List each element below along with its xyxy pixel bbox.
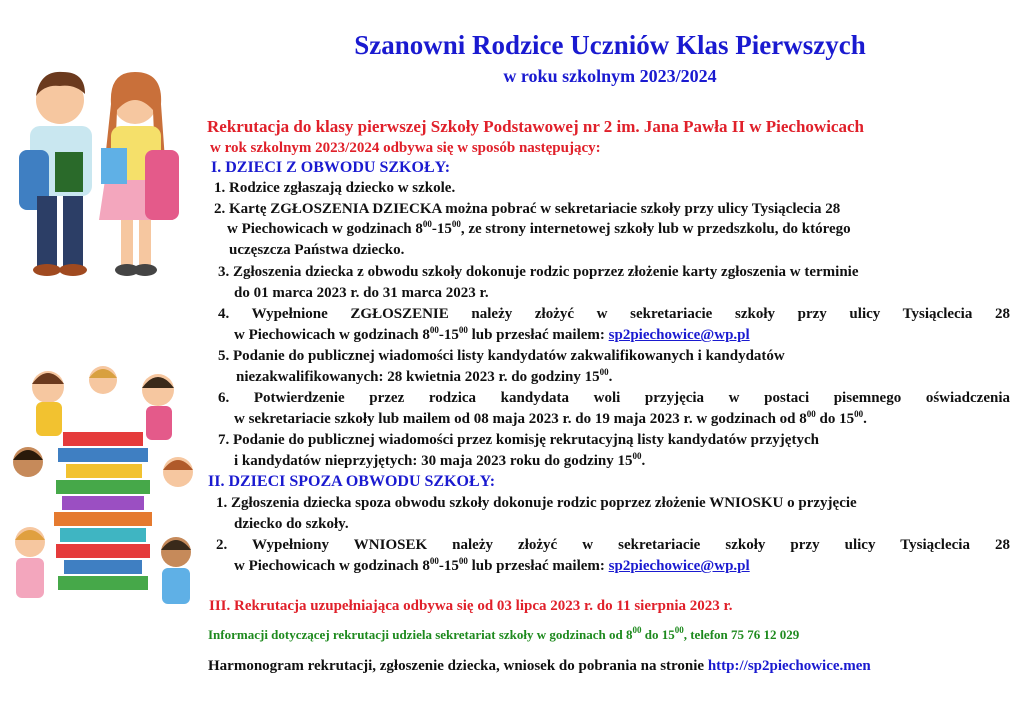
s1-item3-line2: do 01 marca 2023 r. do 31 marca 2023 r.: [234, 285, 489, 301]
website-link[interactable]: http://sp2piechowice.men: [707, 658, 871, 674]
s2-item1-line1: 1. Zgłoszenia dziecka spoza obwodu szkoły dokonuje rodzic poprzez złożenie WNIOSKU o przyjęcie: [216, 495, 857, 511]
s2-item1-line2: dziecko do szkoły.: [234, 516, 349, 532]
contact-info: Informacji dotyczącej rekrutacji udziela sekretariat szkoły w godzinach od $8^{00}$ do $15^{00}$, telefon 75 76 12 029: [208, 625, 800, 642]
intro-heading: Rekrutacja do klasy pierwszej Szkoły Podstawowej nr 2 im. Jana Pawła II w Piechowicach: [207, 117, 864, 136]
page-subtitle: w roku szkolnym 2023/2024: [503, 66, 717, 86]
email-link[interactable]: sp2piechowice@wp.pl: [608, 327, 750, 343]
s1-item6-line1: 6. Potwierdzenie przez rodzica kandydata woli przyjęcia w postaci pisemnego oświadczenia: [218, 390, 1010, 406]
s1-item5-line1: 5. Podanie do publicznej wiadomości listy kandydatów zakwalifikowanych i kandydatów: [218, 348, 785, 364]
schoolchildren-illustration: [5, 60, 190, 290]
s1-item2-line3: uczęszcza Państwa dziecko.: [229, 242, 405, 258]
section1-heading: I. DZIECI Z OBWODU SZKOŁY:: [211, 159, 451, 176]
s1-item5-line2: niezakwalifikowanych: 28 kwietnia 2023 r. do godziny $15^{00}$.: [236, 367, 613, 385]
s1-item7-line2: i kandydatów nieprzyjętych: 30 maja 2023 roku do godziny $15^{00}$.: [234, 451, 646, 469]
section3-text: III. Rekrutacja uzupełniająca odbywa się od 03 lipca 2023 r. do 11 sierpnia 2023 r.: [209, 598, 733, 614]
s1-item1: 1. Rodzice zgłaszają dziecko w szkole.: [214, 180, 456, 196]
s2-item2-line1: 2. Wypełniony WNIOSEK należy złożyć w sekretariacie szkoły przy ulicy Tysiąclecia 28: [216, 537, 1010, 553]
s1-item7-line1: 7. Podanie do publicznej wiadomości przez komisję rekrutacyjną listy kandydatów przyjętych: [218, 432, 819, 448]
page-title: Szanowni Rodzice Uczniów Klas Pierwszych: [354, 30, 866, 60]
s1-item6-line2: w sekretariacie szkoły lub mailem od 08 maja 2023 r. do 19 maja 2023 r. w godzinach od $8^{00}$ do $15^{00}$.: [234, 409, 867, 427]
s1-item4-line2: w Piechowicach w godzinach $8^{00}-15^{00}$ lub przesłać mailem: sp2piechowice@wp.pl: [234, 325, 750, 343]
section2-heading: II. DZIECI SPOZA OBWODU SZKOŁY:: [208, 473, 496, 490]
s2-item2-line2: w Piechowicach w godzinach $8^{00}-15^{00}$ lub przesłać mailem: sp2piechowice@wp.pl: [234, 556, 750, 574]
intro-subheading: w rok szkolnym 2023/2024 odbywa się w sposób następujący:: [210, 140, 601, 156]
footer-text: Harmonogram rekrutacji, zgłoszenie dziecka, wniosek do pobrania na stronie http://sp2piechowice.men: [208, 658, 871, 674]
s1-item2-line1: 2. Kartę ZGŁOSZENIA DZIECKA można pobrać w sekretariacie szkoły przy ulicy Tysiąclecia 28: [214, 201, 841, 217]
s1-item4-line1: 4. Wypełnione ZGŁOSZENIE należy złożyć w sekretariacie szkoły przy ulicy Tysiąclecia 28: [218, 306, 1010, 322]
s1-item3-line1: 3. Zgłoszenia dziecka z obwodu szkoły dokonuje rodzic poprzez złożenie karty zgłoszenia w terminie: [218, 264, 859, 280]
email-link-2[interactable]: sp2piechowice@wp.pl: [608, 558, 750, 574]
s1-item2-line2: w Piechowicach w godzinach $8^{00}-15^{00}$, ze strony internetowej szkoły lub w przedszkolu, do którego: [227, 219, 851, 237]
kids-books-illustration: [8, 362, 198, 617]
